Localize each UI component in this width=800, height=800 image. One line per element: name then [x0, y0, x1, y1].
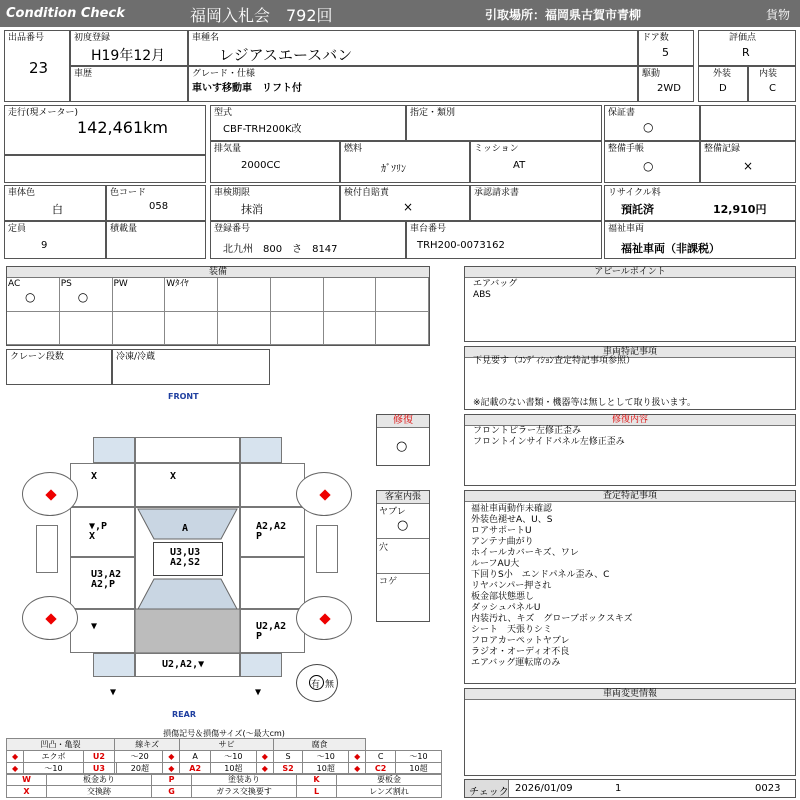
inspection-label: 車検期限: [214, 188, 251, 198]
equipment-cell: [271, 312, 324, 346]
equipment-cell: [165, 312, 218, 346]
mission-box: [470, 141, 602, 183]
panel-left-quarter: [70, 609, 135, 653]
exterior-label: 外装: [713, 69, 732, 79]
mileage-box: [4, 105, 206, 155]
mark-left-quarter: ▼: [91, 621, 98, 632]
panel-right-front-door: [240, 507, 305, 557]
assessment-title: 査定特記事項: [465, 491, 795, 502]
displacement-label: 排気量: [214, 144, 242, 154]
insurance: ×: [403, 200, 414, 214]
car-name-label: 車種名: [192, 33, 220, 43]
equipment-cell: [113, 312, 166, 346]
legend-group: サビ: [180, 739, 273, 751]
check-footer: [464, 779, 796, 798]
score-box: [698, 30, 796, 66]
history-label: 車歴: [74, 69, 93, 79]
score: R: [742, 46, 750, 59]
check-code: 0023: [755, 783, 781, 794]
equipment-cell: [7, 312, 60, 346]
grade-box: [188, 66, 638, 102]
front-right-light: [240, 437, 282, 463]
check-label: チェック: [469, 787, 509, 798]
first-reg-box: [70, 30, 188, 66]
cabin-title: 客室内張: [377, 491, 429, 504]
approval-label: 承認請求書: [474, 188, 520, 198]
designation-label: 指定・類別: [410, 108, 456, 118]
mission-label: ミッション: [474, 144, 519, 154]
records: ×: [743, 159, 754, 173]
drive: 2WD: [657, 83, 681, 94]
rear-right-light-fill: [240, 653, 282, 677]
fuel-label: 燃料: [344, 144, 363, 154]
assessment-line: アンテナ曲がり: [471, 537, 534, 547]
manual-label: 整備手帳: [608, 144, 645, 154]
equipment-cell: [271, 278, 324, 312]
first-reg: H19年12月: [91, 48, 166, 64]
manual-box: [604, 141, 700, 183]
spare-yes: 有: [311, 680, 321, 690]
warranty-box: [604, 105, 700, 141]
grade-label: グレード・仕様: [192, 69, 256, 79]
special-notes-text: 下見要す（ｺﾝﾃﾞｨｼｮﾝ査定特記事項参照）: [473, 356, 636, 366]
header-bar: [0, 0, 800, 27]
warranty-label: 保証書: [608, 108, 636, 118]
legend-code-meaning: 交換跡: [47, 786, 152, 798]
doors: 5: [662, 46, 669, 59]
legend-code: G: [152, 786, 192, 798]
tear-mark: ○: [397, 518, 409, 533]
equipment-cell: [165, 278, 218, 312]
lot-box: [4, 30, 70, 102]
repair-box: [376, 414, 430, 466]
color-code: 058: [149, 201, 169, 212]
assessment-line: 内装汚れ、キズ グローブボックスキズ: [471, 614, 633, 624]
capacity-label: 定員: [8, 224, 27, 234]
panel-front-left: [70, 463, 135, 507]
capacity: 9: [41, 240, 48, 251]
model-label: 型式: [214, 108, 233, 118]
auction-title: 福岡入札会 792回: [190, 6, 333, 25]
crane-label: クレーン段数: [10, 352, 64, 362]
check-date: 2026/01/09: [515, 783, 573, 794]
load-label: 積載量: [110, 224, 138, 234]
warranty-extra-box: [700, 105, 796, 141]
tire-rear-right: [296, 596, 352, 640]
assessment-line: フロアカーペットヤブレ: [471, 636, 570, 646]
crane-box: [6, 349, 112, 385]
legend-group: 腐食: [273, 739, 365, 751]
special-footnote: ※記載のない書類・機器等は無しとして取り扱います。: [473, 398, 696, 408]
legend-code: W: [7, 774, 47, 786]
insurance-label: 検付自賠責: [344, 188, 390, 198]
equipment-label: PS: [60, 279, 72, 289]
mileage-label: 走行(現メーター): [8, 108, 79, 118]
mark-front-left: X: [91, 471, 98, 482]
assessment-line: ホイールカバーキズ、ワレ: [471, 548, 579, 558]
equipment-grid: [7, 278, 429, 345]
displacement-box: [210, 141, 340, 183]
spare-none: 無: [325, 680, 335, 690]
equipment-label: Wﾀｲﾔ: [166, 279, 189, 289]
panel-right-middle: [240, 557, 305, 609]
equipment-cell: [7, 278, 60, 312]
check-number: 1: [615, 783, 622, 794]
legend-title: 損傷記号＆損傷サイズ(〜最大cm): [163, 729, 285, 738]
legend-code-meaning: ガラス交換要す: [192, 786, 297, 798]
assessment-box: [464, 490, 796, 684]
grade: 車いす移動車 リフト付: [192, 83, 302, 94]
appeal-box: [464, 266, 796, 342]
mileage: 142,461km: [77, 118, 169, 137]
records-box: [700, 141, 796, 183]
assessment-line: ラジオ・オーディオ不良: [471, 647, 570, 657]
front-label: FRONT: [168, 392, 199, 401]
equipment-cell: [60, 312, 113, 346]
freezer-box: [112, 349, 270, 385]
exterior-box: [698, 66, 748, 102]
history-box: [70, 66, 188, 102]
inspection: 抹消: [241, 203, 263, 216]
records-label: 整備記録: [704, 144, 741, 154]
car-name-box: [188, 30, 638, 66]
equipment-cell: [324, 278, 377, 312]
assessment-line: 板金部状態悪し: [471, 592, 535, 602]
designation-box: [406, 105, 602, 141]
doors-label: ドア数: [642, 33, 669, 43]
equipment-cell: [324, 312, 377, 346]
welfare: 福祉車両（非課税）: [621, 242, 720, 255]
equipment-cell: [218, 312, 271, 346]
welfare-label: 福祉車両: [608, 224, 645, 234]
legend-code-table: [6, 773, 442, 798]
approval-box: [470, 185, 602, 221]
mark-front-center: X: [170, 471, 177, 482]
appeal-title: アピールポイント: [465, 267, 795, 278]
special-notes-box: [464, 346, 796, 410]
mark-left-front-door: ▼,P X: [89, 521, 108, 542]
assessment-line: 下回りS小 エンドパネル歪み、C: [471, 570, 610, 580]
exterior-grade: D: [719, 83, 727, 94]
legend-code: P: [152, 774, 192, 786]
equipment-label: PW: [113, 279, 128, 289]
car-name: レジアスエースバン: [219, 46, 353, 64]
damage-legend: [6, 729, 442, 799]
recycle-box: [604, 185, 796, 221]
legend-code-meaning: 塗装あり: [192, 774, 297, 786]
body-color: 白: [52, 203, 63, 216]
plate-box: [210, 221, 406, 259]
doors-box: [638, 30, 694, 66]
interior-label: 内装: [759, 69, 778, 79]
equipment-cell: [218, 278, 271, 312]
rear-label: REAR: [172, 710, 196, 719]
drive-label: 駆動: [642, 69, 661, 79]
right-mirror-area: [316, 525, 338, 573]
mark-windshield: A: [182, 523, 189, 534]
fuel-box: [340, 141, 470, 183]
mark-roof: U3,U3 A2,S2: [170, 547, 201, 568]
mark-rear: U2,A2,▼: [162, 659, 205, 670]
repair-details-title: 修復内容: [465, 415, 795, 426]
changes-title: 車両変更情報: [465, 689, 795, 700]
fuel: ｶﾞｿﾘﾝ: [381, 164, 406, 175]
welfare-box: [604, 221, 796, 259]
tire-front-right: [296, 472, 352, 516]
mark-right-front-door: A2,A2 P: [256, 521, 287, 542]
assessment-line: シート 天張りシミ: [471, 625, 553, 635]
mark-left-rear-door: U3,A2 A2,P: [91, 569, 122, 590]
load-box: [106, 221, 206, 259]
model-box: [210, 105, 406, 141]
repair-details-box: [464, 414, 796, 486]
equipment-value: ○: [25, 290, 36, 304]
inspection-box: [210, 185, 340, 221]
repair-label: 修復: [377, 415, 429, 428]
lot-number: 23: [29, 59, 49, 77]
plate-number: 北九州 800 さ 8147: [223, 244, 338, 255]
mission: AT: [513, 160, 526, 171]
recycle-amount: 12,910円: [713, 203, 767, 216]
car-diagram: [0, 390, 370, 720]
interior-box: [748, 66, 796, 102]
insurance-box: [340, 185, 470, 221]
assessment-line: ルーフAU大: [471, 559, 520, 569]
body-color-box: [4, 185, 106, 221]
changes-box: [464, 688, 796, 776]
assessment-line: ダッシュパネルU: [471, 603, 541, 613]
hole-label: 穴: [379, 543, 389, 553]
chassis-box: [406, 221, 602, 259]
displacement: 2000CC: [241, 160, 281, 171]
front-left-light: [93, 437, 135, 463]
legend-code-meaning: レンズ割れ: [337, 786, 442, 798]
special-notes-title: 車両特記事項: [465, 347, 795, 358]
lot-label: 出品番号: [8, 33, 45, 43]
legend-code-meaning: 板金あり: [47, 774, 152, 786]
recycle-label: リサイクル料: [608, 188, 661, 198]
equipment-cell: [60, 278, 113, 312]
equipment-cell: [376, 278, 429, 312]
equipment-value: ○: [77, 290, 89, 304]
tire-rear-left: [22, 596, 78, 640]
repair-details-text: フロントピラー左修正歪み フロントインサイドパネル左修正歪み: [473, 426, 625, 447]
plate-label: 登録番号: [214, 224, 251, 234]
assessment-line: エアバッグ運転席のみ: [471, 658, 561, 668]
assessment-line: リヤバンパー押され: [471, 581, 552, 591]
legend-group: 線キズ: [115, 739, 180, 751]
panel-rear-bumper: [135, 653, 240, 677]
condition-check-title: Condition Check: [6, 6, 125, 21]
category-label: 貨物: [766, 8, 791, 22]
pickup-location: 引取場所：福岡県古賀市青柳: [485, 8, 642, 22]
burn-label: コゲ: [379, 577, 398, 587]
equipment-cell: [376, 312, 429, 346]
warranty: ○: [643, 120, 654, 134]
equipment-title: 装備: [7, 267, 429, 278]
equipment-cell: [113, 278, 166, 312]
tire-front-left: [22, 472, 78, 516]
recycle-status: 預託済: [621, 203, 654, 216]
mark-bottom-left: ▼: [110, 687, 117, 698]
chassis-label: 車台番号: [410, 224, 447, 234]
legend-code: K: [297, 774, 337, 786]
legend-code: X: [7, 786, 47, 798]
assessment-line: 福祉車両動作未確認: [471, 504, 553, 514]
manual: ○: [643, 159, 654, 173]
spare-tire: [296, 664, 338, 702]
mark-right-quarter: U2,A2 P: [256, 621, 287, 642]
mark-bottom-right: ▼: [255, 687, 262, 698]
body-color-label: 車体色: [8, 188, 36, 198]
drive-box: [638, 66, 694, 102]
cabin-box: [376, 490, 430, 622]
equipment-label: AC: [8, 279, 21, 289]
left-mirror-area: [36, 525, 58, 573]
panel-left-front-door: [70, 507, 135, 557]
legend-group: 凹凸・亀裂: [7, 739, 115, 751]
panel-front-bumper: [135, 463, 240, 507]
chassis-number: TRH200-0073162: [417, 240, 505, 251]
equipment-box: [6, 266, 430, 346]
score-label: 評価点: [729, 33, 757, 43]
legend-code-meaning: 要板金: [337, 774, 442, 786]
first-reg-label: 初度登録: [74, 33, 111, 43]
mileage-extra-box: [4, 155, 206, 183]
panel-roof: [153, 542, 223, 576]
freezer-label: 冷凍/冷蔵: [116, 352, 156, 362]
interior-grade: C: [769, 83, 776, 94]
color-code-box: [106, 185, 206, 221]
assessment-lines: [471, 504, 793, 669]
repair-mark: ○: [396, 439, 408, 454]
assessment-line: ロアサポートU: [471, 526, 532, 536]
appeal-text: エアバッグ ABS: [473, 279, 518, 300]
model-code: CBF-TRH200K改: [223, 124, 302, 135]
front-grille: [135, 437, 240, 463]
color-code-label: 色コード: [110, 188, 147, 198]
panel-front-right: [240, 463, 305, 507]
tear-label: ヤブレ: [379, 507, 406, 517]
legend-code: L: [297, 786, 337, 798]
assessment-line: 外装色褪せA、U、S: [471, 515, 553, 525]
capacity-box: [4, 221, 106, 259]
legend-size-table: 凹凸・亀裂 線キズ サビ 腐食 ◆ エクボ U2 〜20 ◆ A 〜10 ◆ S 〜10 ◆ C 〜10 ◆ 〜10 U3 20超 ◆ A2 10超 ◆ S2 10超 ◆ C2 10超: [6, 738, 442, 775]
panel-left-rear-door: [70, 557, 135, 609]
rear-left-light-fill: [93, 653, 135, 677]
